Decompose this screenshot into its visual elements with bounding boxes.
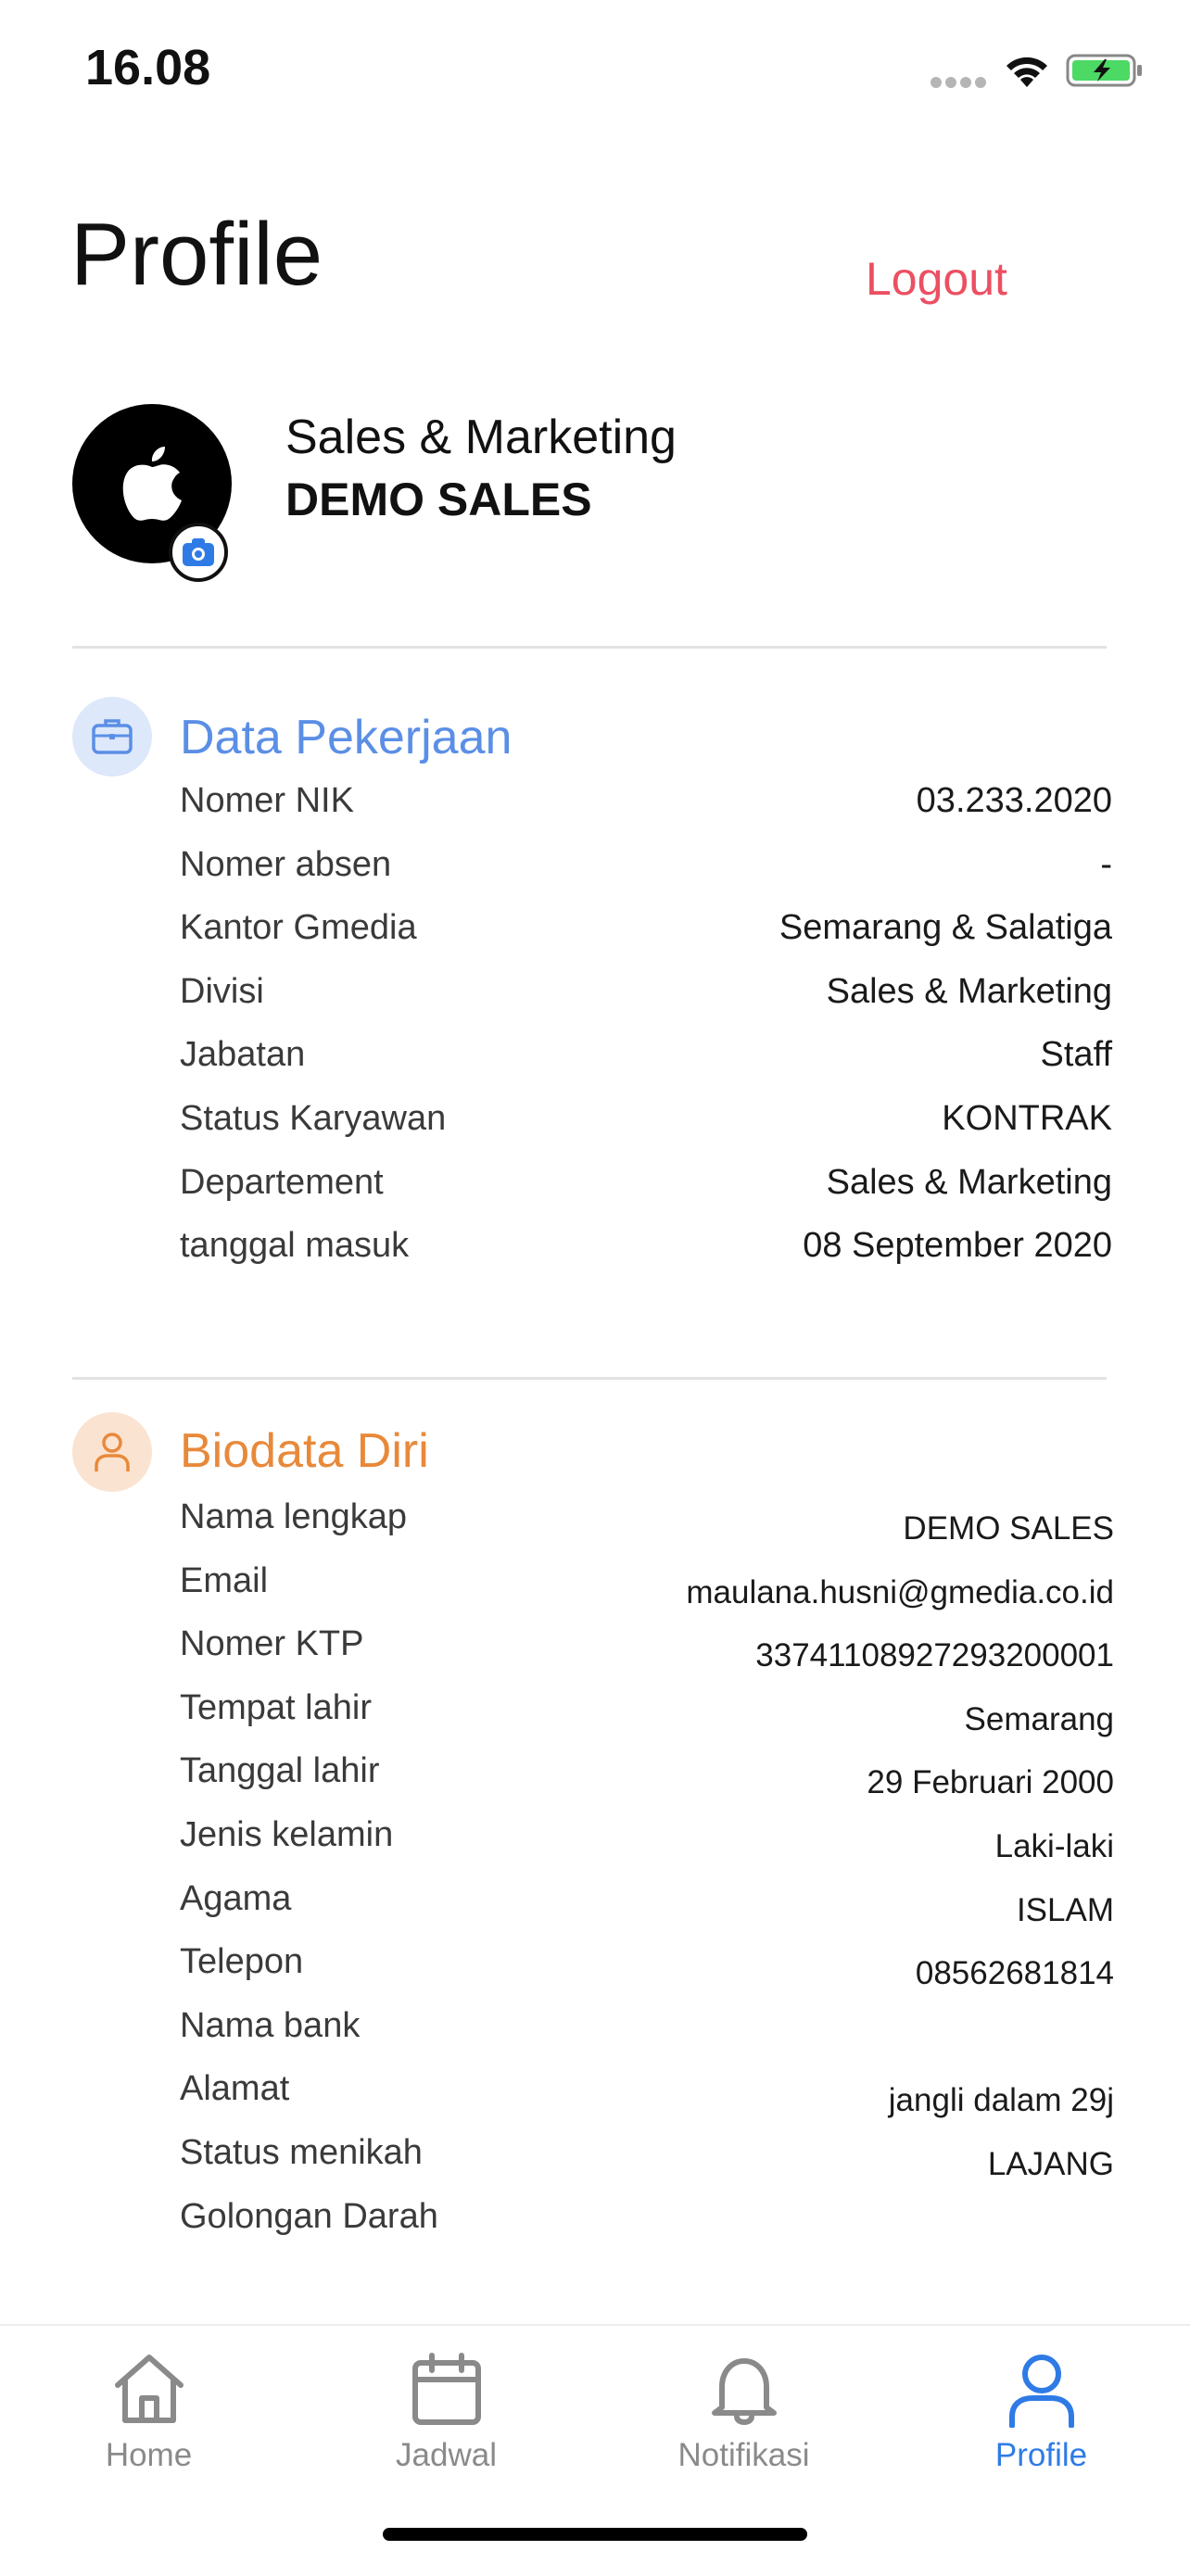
- section-title-data-pekerjaan: Data Pekerjaan: [180, 711, 513, 764]
- tab-jadwal[interactable]: [298, 2339, 595, 2496]
- tab-label: Notifikasi: [677, 2437, 810, 2473]
- bio-row-ktp: [180, 1624, 1114, 1688]
- row-label: Alamat: [180, 2069, 290, 2109]
- tab-home[interactable]: [0, 2339, 298, 2496]
- row-value: 03.233.2020: [916, 781, 1112, 820]
- row-label: Status Karyawan: [180, 1098, 447, 1138]
- tab-label: Home: [105, 2437, 193, 2473]
- page-title: Profile: [70, 205, 323, 304]
- row-label: Jabatan: [180, 1035, 306, 1075]
- work-row-status: [180, 1099, 1112, 1163]
- work-row-kantor: [180, 908, 1112, 972]
- row-label: Nomer KTP: [180, 1624, 364, 1664]
- work-row-departement: [180, 1163, 1112, 1227]
- section-title-biodata-diri: Biodata Diri: [180, 1424, 429, 1478]
- row-value: KONTRAK: [942, 1098, 1112, 1138]
- person-icon-badge: [72, 1412, 152, 1492]
- work-data-list: [180, 781, 1112, 1290]
- profile-department: Sales & Marketing: [285, 410, 677, 464]
- wifi-icon: [1003, 52, 1051, 89]
- home-icon: [110, 2350, 188, 2428]
- work-row-tanggal-masuk: [180, 1226, 1112, 1290]
- logout-button[interactable]: Logout: [866, 253, 1007, 305]
- camera-icon: [182, 537, 215, 568]
- bio-row-tempat-lahir: [180, 1688, 1114, 1752]
- bio-row-golongan-darah: [180, 2197, 1114, 2261]
- row-label: Tempat lahir: [180, 1687, 372, 1727]
- person-icon: [91, 1431, 133, 1473]
- work-row-absen: [180, 845, 1112, 909]
- row-label: Nomer absen: [180, 844, 392, 884]
- row-value: 08562681814: [915, 1955, 1114, 1992]
- row-label: Jenis kelamin: [180, 1814, 394, 1854]
- work-row-divisi: [180, 972, 1112, 1036]
- row-value: Sales & Marketing: [826, 1162, 1112, 1202]
- tab-profile[interactable]: [892, 2339, 1190, 2496]
- row-value: 29 Februari 2000: [867, 1764, 1114, 1801]
- home-indicator: [383, 2528, 807, 2541]
- status-time: 16.08: [85, 40, 211, 95]
- tab-label: Profile: [994, 2437, 1088, 2473]
- row-label: Nomer NIK: [180, 781, 354, 820]
- row-value: Semarang: [964, 1700, 1114, 1737]
- row-value: maulana.husni@gmedia.co.id: [686, 1573, 1114, 1610]
- bio-row-agama: [180, 1879, 1114, 1943]
- person-icon: [1003, 2350, 1081, 2428]
- row-label: Agama: [180, 1878, 292, 1918]
- status-bar: [0, 0, 1190, 139]
- bio-data-list: [180, 1497, 1114, 2260]
- tab-label: Jadwal: [396, 2437, 497, 2473]
- row-value: -: [1100, 844, 1112, 884]
- row-label: Email: [180, 1560, 269, 1600]
- work-row-jabatan: [180, 1035, 1112, 1099]
- row-value: 08 September 2020: [803, 1226, 1112, 1266]
- bio-row-alamat: [180, 2069, 1114, 2133]
- row-label: Divisi: [180, 971, 264, 1011]
- profile-name: DEMO SALES: [285, 474, 592, 525]
- row-label: Departement: [180, 1162, 384, 1202]
- row-value: LAJANG: [987, 2145, 1114, 2182]
- row-value: Laki-laki: [994, 1827, 1114, 1864]
- bio-row-nama-bank: [180, 2006, 1114, 2070]
- work-row-nik: [180, 781, 1112, 845]
- row-label: Tanggal lahir: [180, 1751, 380, 1791]
- row-label: Golongan Darah: [180, 2196, 438, 2236]
- bio-row-status-menikah: [180, 2133, 1114, 2197]
- row-value: jangli dalam 29j: [888, 2082, 1114, 2119]
- row-value: Semarang & Salatiga: [779, 908, 1112, 948]
- battery-charging-icon: [1066, 52, 1146, 89]
- change-photo-button[interactable]: [169, 523, 228, 582]
- row-value: ISLAM: [1016, 1891, 1114, 1928]
- briefcase-icon-badge: [72, 697, 152, 777]
- row-label: Status menikah: [180, 2132, 423, 2172]
- bio-row-nama-lengkap: [180, 1497, 1114, 1561]
- divider: [72, 646, 1107, 649]
- bell-icon: [705, 2350, 783, 2428]
- row-label: Kantor Gmedia: [180, 908, 417, 948]
- bio-row-telepon: [180, 1942, 1114, 2006]
- divider: [72, 1377, 1107, 1380]
- cellular-signal-icon: [930, 76, 990, 93]
- row-label: Nama bank: [180, 2005, 361, 2045]
- row-value: 33741108927293200001: [755, 1637, 1114, 1674]
- row-label: tanggal masuk: [180, 1226, 410, 1266]
- tab-notifikasi[interactable]: [595, 2339, 892, 2496]
- row-value: Staff: [1040, 1035, 1112, 1075]
- row-label: Telepon: [180, 1942, 304, 1982]
- briefcase-icon: [91, 715, 133, 758]
- row-label: Nama lengkap: [180, 1497, 408, 1536]
- row-value: Sales & Marketing: [826, 971, 1112, 1011]
- bio-row-tanggal-lahir: [180, 1751, 1114, 1815]
- bio-row-jenis-kelamin: [180, 1815, 1114, 1879]
- apple-logo-icon: [119, 443, 185, 523]
- row-value: DEMO SALES: [903, 1510, 1114, 1547]
- calendar-icon: [408, 2350, 486, 2428]
- bio-row-email: [180, 1561, 1114, 1625]
